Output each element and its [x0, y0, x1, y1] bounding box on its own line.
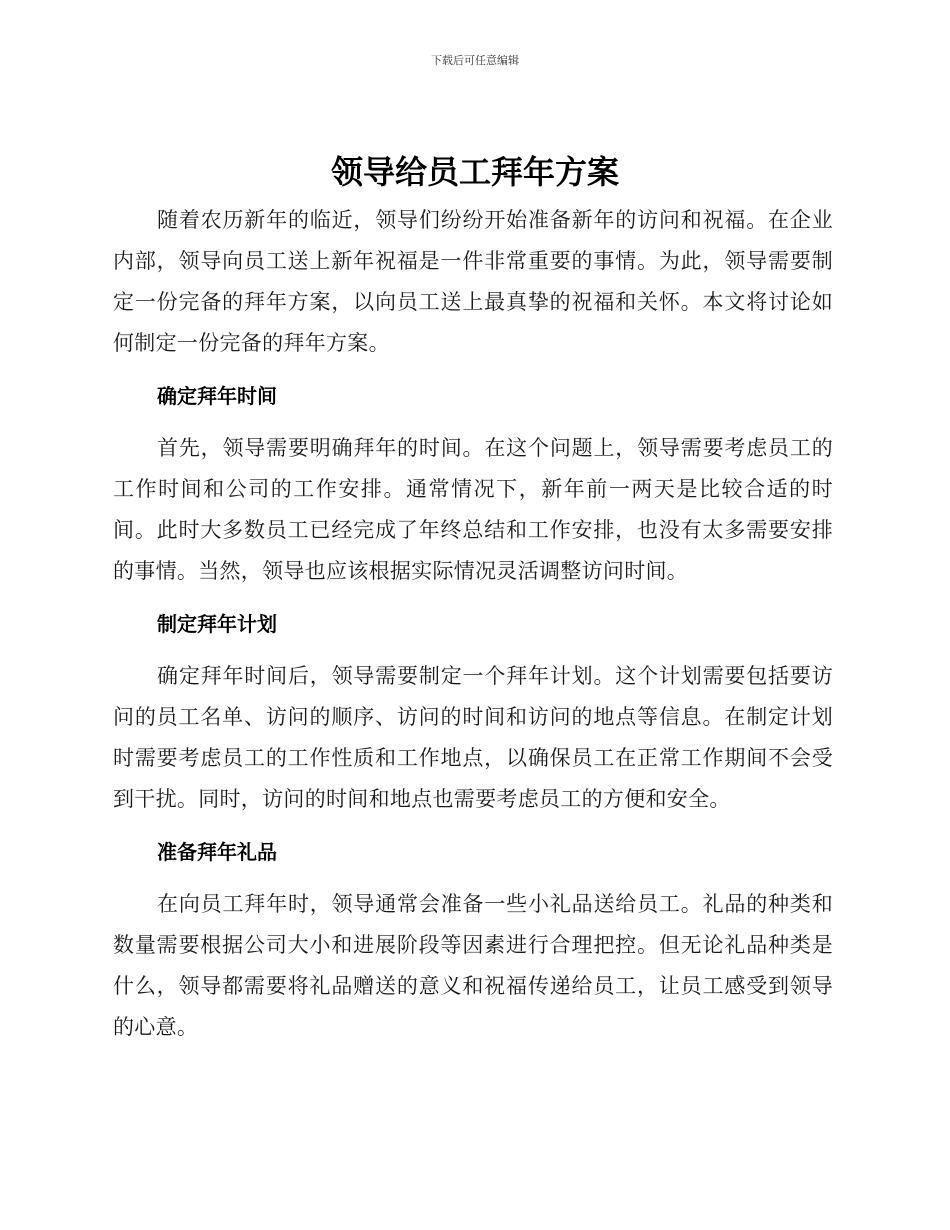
- section-paragraph: 首先，领导需要明确拜年的时间。在这个问题上，领导需要考虑员工的工作时间和公司的工作安排。通常情况下，新年前一两天是比较合适的时间。此时大多数员工已经完成了年终总结和工作安排，也没有太多需要安排的事情。当然，领导也应该根据实际情况灵活调整访问时间。: [113, 436, 833, 583]
- document-body: [113, 200, 833, 1048]
- section-heading: 确定拜年时间: [157, 384, 277, 408]
- section-plan: [113, 604, 833, 820]
- section-gifts: [113, 832, 833, 1048]
- intro-paragraph: 随着农历新年的临近，领导们纷纷开始准备新年的访问和祝福。在企业内部，领导向员工送上新年祝福是一件非常重要的事情。为此，领导需要制定一份完备的拜年方案，以向员工送上最真挚的祝福和关怀。本文将讨论如何制定一份完备的拜年方案。: [113, 208, 833, 355]
- section-time: [113, 376, 833, 592]
- page-header: 下载后可任意编辑: [431, 54, 519, 67]
- section-heading: 准备拜年礼品: [157, 840, 277, 864]
- section-paragraph: 在向员工拜年时，领导通常会准备一些小礼品送给员工。礼品的种类和数量需要根据公司大小和进展阶段等因素进行合理把控。但无论礼品种类是什么，领导都需要将礼品赠送的意义和祝福传递给员工，让员工感受到领导的心意。: [113, 892, 833, 1039]
- section-heading: 制定拜年计划: [157, 612, 277, 636]
- section-paragraph: 确定拜年时间后，领导需要制定一个拜年计划。这个计划需要包括要访问的员工名单、访问的顺序、访问的时间和访问的地点等信息。在制定计划时需要考虑员工的工作性质和工作地点，以确保员工在正常工作期间不会受到干扰。同时，访问的时间和地点也需要考虑员工的方便和安全。: [113, 664, 833, 811]
- document-title: 领导给员工拜年方案: [330, 153, 619, 191]
